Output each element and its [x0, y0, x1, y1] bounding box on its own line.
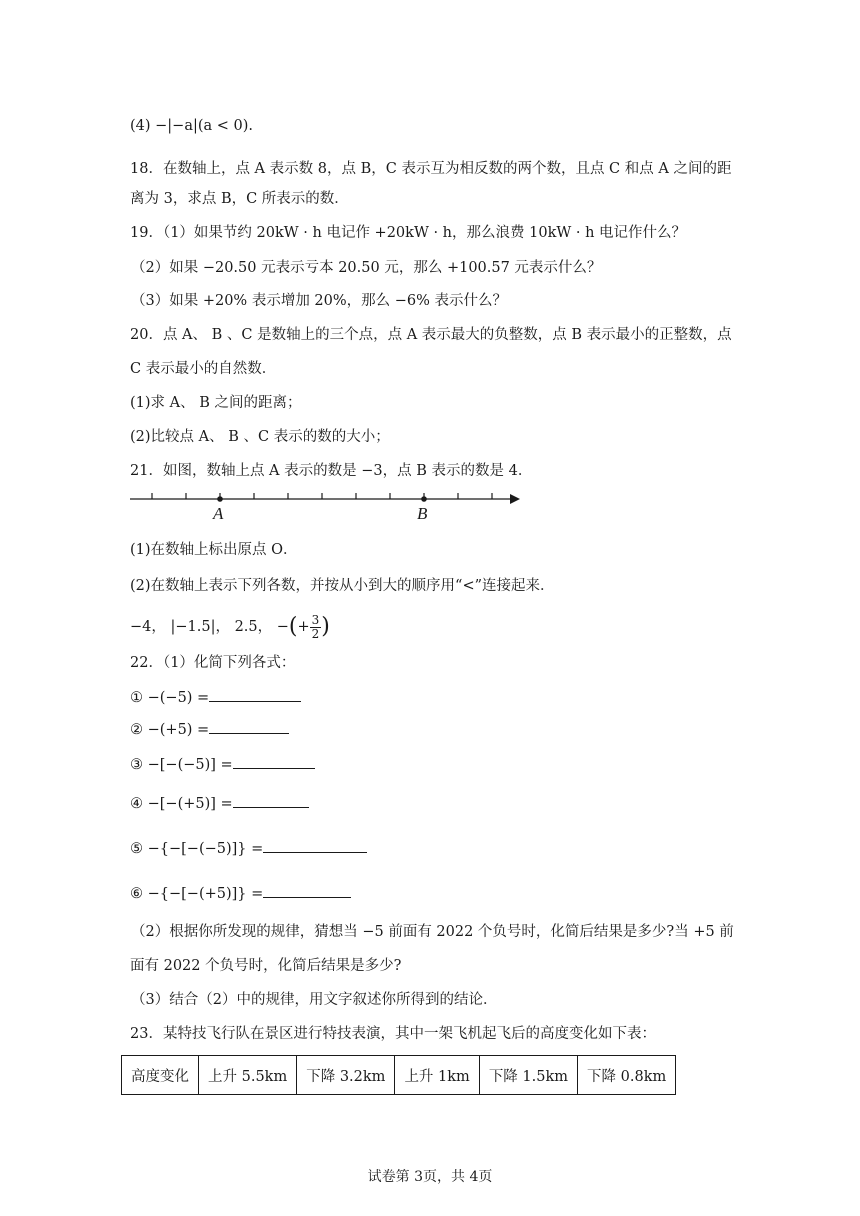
table-cell: 下降 1.5km	[479, 1056, 577, 1095]
question-19-part-3: （3）如果 +20% 表示增加 20%，那么 −6% 表示什么？	[131, 293, 508, 309]
question-22-item-4: ④ −[−(+5)] =	[130, 793, 309, 814]
table-cell-header: 高度变化	[122, 1056, 199, 1095]
question-21-numbers-text: −4， |−1.5|， 2.5， −	[130, 619, 289, 635]
number-line-figure	[127, 488, 527, 524]
question-22-item-6: ⑥ −{−[−(+5)]} =	[130, 883, 351, 904]
question-23-intro: 23．某特技飞行队在景区进行特技表演，其中一架飞机起飞后的高度变化如下表：	[130, 1026, 656, 1042]
question-20-line-2: C 表示最小的自然数．	[130, 361, 277, 377]
table-row	[122, 1056, 676, 1095]
question-22-item-1: ① −(−5) =	[130, 687, 301, 708]
question-22-part-2-line-1: （2）根据你所发现的规律，猜想当 −5 前面有 2022 个负号时，化简后结果是多少?当 +5 前	[131, 924, 734, 940]
question-21-numbers: −4， |−1.5|， 2.5， −(+ $\frac{3}{2}$ )	[130, 612, 330, 641]
question-19-part-2: （2）如果 −20.50 元表示亏本 20.50 元，那么 +100.57 元表示什么？	[131, 260, 602, 276]
question-18-line-2: 离为 3，求点 B，C 所表示的数．	[130, 191, 349, 207]
fraction-three-halves: $\frac{3}{2}$	[311, 612, 320, 641]
point-b-label: B	[417, 504, 428, 523]
answer-blank-2[interactable]	[209, 719, 289, 734]
table-cell: 下降 3.2km	[297, 1056, 395, 1095]
question-21-part-1: (1)在数轴上标出原点 O．	[130, 542, 298, 558]
point-a-label: A	[213, 504, 224, 523]
point-a	[217, 496, 223, 502]
table-cell: 上升 1km	[395, 1056, 479, 1095]
height-change-table	[121, 1055, 676, 1095]
question-19-part-1: 19．（1）如果节约 20kW · h 电记作 +20kW · h，那么浪费 10kW · h 电记作什么？	[130, 225, 687, 241]
answer-blank-4[interactable]	[233, 793, 309, 808]
answer-blank-1[interactable]	[209, 687, 301, 702]
answer-blank-3[interactable]	[233, 754, 315, 769]
question-21-intro: 21．如图，数轴上点 A 表示的数是 −3，点 B 表示的数是 4．	[130, 463, 533, 479]
answer-blank-6[interactable]	[263, 883, 351, 898]
number-line-arrow	[510, 494, 520, 504]
question-22-part-3: （3）结合（2）中的规律，用文字叙述你所得到的结论．	[131, 992, 498, 1008]
question-20-part-1: (1)求 A、 B 之间的距离；	[130, 395, 302, 411]
question-21-part-2: (2)在数轴上表示下列各数，并按从小到大的顺序用“<”连接起来．	[130, 578, 555, 594]
question-22-item-3: ③ −[−(−5)] =	[130, 754, 315, 775]
question-18-line-1: 18．在数轴上，点 A 表示数 8，点 B，C 表示互为相反数的两个数，且点 C 和点 A 之间的距	[130, 161, 732, 177]
question-22-item-5: ⑤ −{−[−(−5)]} =	[130, 838, 367, 859]
question-22-item-2: ② −(+5) =	[130, 719, 289, 740]
question-20-part-2: (2)比较点 A、 B 、C 表示的数的大小；	[130, 429, 390, 445]
question-22-part-2-line-2: 面有 2022 个负号时，化简后结果是多少?	[130, 958, 402, 974]
page-footer: 试卷第 3页，共 4页	[367, 1169, 493, 1185]
table-cell: 下降 0.8km	[578, 1056, 676, 1095]
table-cell: 上升 5.5km	[199, 1056, 297, 1095]
question-17-part-4: (4) −|−a|(a < 0).	[130, 118, 254, 134]
number-line-ticks	[152, 493, 492, 499]
question-22-part-1: 22．（1）化简下列各式：	[130, 655, 296, 671]
answer-blank-5[interactable]	[263, 838, 367, 853]
point-b	[421, 496, 427, 502]
question-20-line-1: 20．点 A、 B 、C 是数轴上的三个点，点 A 表示最大的负整数，点 B 表示最小的正整数，点	[130, 327, 732, 343]
